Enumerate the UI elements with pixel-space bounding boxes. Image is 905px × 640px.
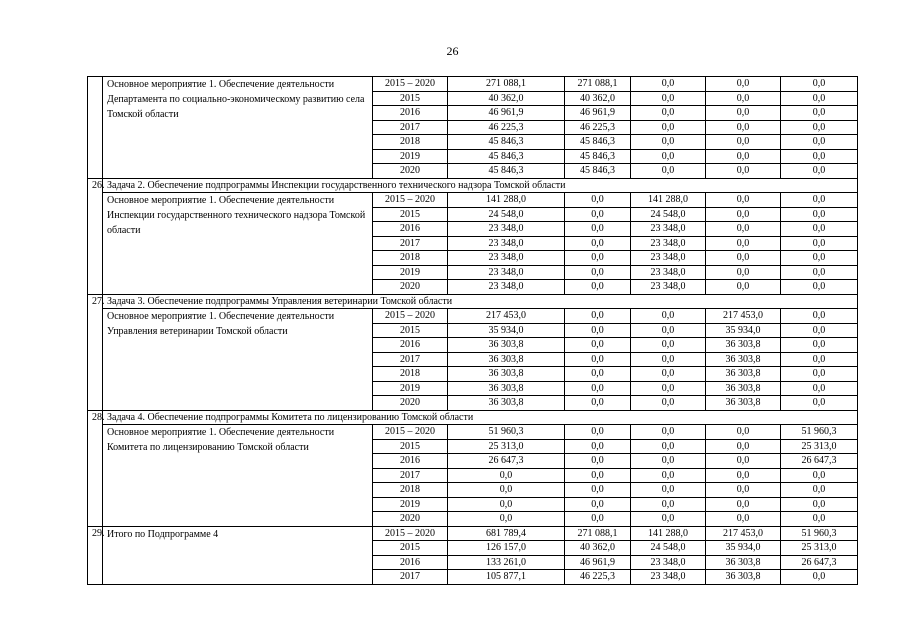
amount-cell: 24 548,0	[631, 207, 706, 222]
amount-cell: 36 303,8	[448, 338, 565, 353]
table-row	[88, 309, 858, 324]
measure-name: Основное мероприятие 1. Обеспечение деятельности Инспекции государственного технического надзора Томской области	[103, 193, 373, 295]
amount-cell: 0,0	[706, 439, 781, 454]
amount-cell: 0,0	[706, 91, 781, 106]
amount-cell: 36 303,8	[448, 396, 565, 411]
row-index: 28.	[88, 410, 103, 526]
period-cell: 2018	[373, 135, 448, 150]
amount-cell: 0,0	[706, 135, 781, 150]
amount-cell: 51 960,3	[781, 425, 858, 440]
amount-cell: 45 846,3	[565, 135, 631, 150]
amount-cell: 40 362,0	[565, 91, 631, 106]
amount-cell: 0,0	[781, 367, 858, 382]
period-cell: 2015	[373, 207, 448, 222]
amount-cell: 0,0	[706, 120, 781, 135]
amount-cell: 0,0	[565, 338, 631, 353]
amount-cell: 0,0	[781, 309, 858, 324]
period-cell: 2017	[373, 236, 448, 251]
amount-cell: 0,0	[781, 135, 858, 150]
amount-cell: 23 348,0	[631, 222, 706, 237]
period-cell: 2020	[373, 164, 448, 179]
amount-cell: 23 348,0	[448, 251, 565, 266]
amount-cell: 0,0	[631, 512, 706, 527]
amount-cell: 35 934,0	[706, 541, 781, 556]
amount-cell: 25 313,0	[781, 541, 858, 556]
amount-cell: 23 348,0	[631, 280, 706, 295]
task-title: Задача 3. Обеспечение подпрограммы Управления ветеринарии Томской области	[103, 294, 858, 309]
amount-cell: 0,0	[781, 207, 858, 222]
period-cell: 2016	[373, 454, 448, 469]
amount-cell: 133 261,0	[448, 555, 565, 570]
amount-cell: 0,0	[706, 251, 781, 266]
budget-table	[87, 76, 858, 585]
period-cell: 2015	[373, 91, 448, 106]
amount-cell: 0,0	[631, 468, 706, 483]
amount-cell: 0,0	[781, 106, 858, 121]
period-cell: 2020	[373, 280, 448, 295]
period-cell: 2020	[373, 512, 448, 527]
amount-cell: 217 453,0	[706, 309, 781, 324]
amount-cell: 0,0	[565, 512, 631, 527]
amount-cell: 141 288,0	[631, 526, 706, 541]
amount-cell: 0,0	[565, 193, 631, 208]
amount-cell: 23 348,0	[631, 251, 706, 266]
amount-cell: 51 960,3	[448, 425, 565, 440]
amount-cell: 36 303,8	[448, 352, 565, 367]
amount-cell: 0,0	[781, 91, 858, 106]
amount-cell: 0,0	[631, 164, 706, 179]
period-cell: 2018	[373, 483, 448, 498]
amount-cell: 0,0	[706, 236, 781, 251]
amount-cell: 36 303,8	[706, 570, 781, 585]
amount-cell: 45 846,3	[448, 135, 565, 150]
amount-cell: 0,0	[631, 149, 706, 164]
amount-cell: 0,0	[706, 193, 781, 208]
period-cell: 2020	[373, 396, 448, 411]
amount-cell: 23 348,0	[448, 280, 565, 295]
amount-cell: 0,0	[565, 236, 631, 251]
amount-cell: 0,0	[631, 135, 706, 150]
amount-cell: 36 303,8	[706, 338, 781, 353]
amount-cell: 0,0	[781, 323, 858, 338]
amount-cell: 0,0	[781, 396, 858, 411]
amount-cell: 23 348,0	[631, 236, 706, 251]
amount-cell: 0,0	[706, 483, 781, 498]
amount-cell: 46 225,3	[448, 120, 565, 135]
row-index: 27.	[88, 294, 103, 410]
amount-cell: 0,0	[565, 381, 631, 396]
amount-cell: 0,0	[631, 367, 706, 382]
task-row	[88, 178, 858, 193]
amount-cell: 23 348,0	[448, 265, 565, 280]
amount-cell: 36 303,8	[448, 367, 565, 382]
amount-cell: 40 362,0	[565, 541, 631, 556]
amount-cell: 35 934,0	[448, 323, 565, 338]
amount-cell: 26 647,3	[448, 454, 565, 469]
period-cell: 2017	[373, 468, 448, 483]
amount-cell: 0,0	[706, 512, 781, 527]
period-cell: 2019	[373, 265, 448, 280]
amount-cell: 0,0	[706, 425, 781, 440]
amount-cell: 0,0	[781, 497, 858, 512]
period-cell: 2016	[373, 338, 448, 353]
period-cell: 2015 – 2020	[373, 526, 448, 541]
measure-name: Основное мероприятие 1. Обеспечение деятельности Департамента по социально-экономическому развитию села Томской области	[103, 77, 373, 179]
amount-cell: 0,0	[631, 91, 706, 106]
amount-cell: 271 088,1	[565, 526, 631, 541]
amount-cell: 0,0	[781, 570, 858, 585]
amount-cell: 0,0	[448, 512, 565, 527]
period-cell: 2018	[373, 367, 448, 382]
amount-cell: 217 453,0	[448, 309, 565, 324]
amount-cell: 0,0	[565, 280, 631, 295]
amount-cell: 0,0	[781, 164, 858, 179]
period-cell: 2017	[373, 352, 448, 367]
amount-cell: 0,0	[781, 280, 858, 295]
amount-cell: 0,0	[706, 265, 781, 280]
amount-cell: 26 647,3	[781, 555, 858, 570]
amount-cell: 36 303,8	[706, 367, 781, 382]
amount-cell: 25 313,0	[781, 439, 858, 454]
amount-cell: 0,0	[781, 381, 858, 396]
period-cell: 2015	[373, 541, 448, 556]
amount-cell: 36 303,8	[706, 352, 781, 367]
amount-cell: 681 789,4	[448, 526, 565, 541]
table-row	[88, 526, 858, 541]
period-cell: 2015 – 2020	[373, 193, 448, 208]
amount-cell: 36 303,8	[706, 555, 781, 570]
amount-cell: 23 348,0	[448, 236, 565, 251]
amount-cell: 271 088,1	[448, 77, 565, 92]
task-title: Задача 2. Обеспечение подпрограммы Инспекции государственного технического надзора Томской области	[103, 178, 858, 193]
amount-cell: 0,0	[631, 120, 706, 135]
amount-cell: 0,0	[565, 265, 631, 280]
amount-cell: 36 303,8	[706, 381, 781, 396]
amount-cell: 46 961,9	[565, 555, 631, 570]
amount-cell: 25 313,0	[448, 439, 565, 454]
period-cell: 2015	[373, 439, 448, 454]
amount-cell: 0,0	[631, 396, 706, 411]
amount-cell: 0,0	[565, 454, 631, 469]
amount-cell: 0,0	[706, 497, 781, 512]
period-cell: 2019	[373, 497, 448, 512]
table-row	[88, 77, 858, 92]
amount-cell: 271 088,1	[565, 77, 631, 92]
amount-cell: 45 846,3	[565, 149, 631, 164]
amount-cell: 0,0	[448, 497, 565, 512]
amount-cell: 0,0	[631, 454, 706, 469]
amount-cell: 36 303,8	[706, 396, 781, 411]
task-row	[88, 410, 858, 425]
amount-cell: 0,0	[706, 149, 781, 164]
amount-cell: 0,0	[631, 309, 706, 324]
amount-cell: 45 846,3	[448, 149, 565, 164]
period-cell: 2017	[373, 120, 448, 135]
table-row	[88, 425, 858, 440]
amount-cell: 23 348,0	[448, 222, 565, 237]
page-number: 26	[446, 44, 459, 58]
amount-cell: 0,0	[565, 251, 631, 266]
task-title: Задача 4. Обеспечение подпрограммы Комитета по лицензированию Томской области	[103, 410, 858, 425]
amount-cell: 141 288,0	[631, 193, 706, 208]
amount-cell: 0,0	[631, 352, 706, 367]
amount-cell: 45 846,3	[565, 164, 631, 179]
amount-cell: 0,0	[631, 323, 706, 338]
row-index: 26.	[88, 178, 103, 294]
amount-cell: 0,0	[706, 280, 781, 295]
period-cell: 2015 – 2020	[373, 77, 448, 92]
amount-cell: 0,0	[781, 222, 858, 237]
amount-cell: 0,0	[781, 483, 858, 498]
amount-cell: 36 303,8	[448, 381, 565, 396]
amount-cell: 105 877,1	[448, 570, 565, 585]
amount-cell: 0,0	[565, 396, 631, 411]
amount-cell: 0,0	[781, 338, 858, 353]
amount-cell: 0,0	[565, 367, 631, 382]
amount-cell: 217 453,0	[706, 526, 781, 541]
amount-cell: 141 288,0	[448, 193, 565, 208]
amount-cell: 46 225,3	[565, 120, 631, 135]
amount-cell: 0,0	[565, 483, 631, 498]
amount-cell: 0,0	[781, 120, 858, 135]
amount-cell: 0,0	[565, 468, 631, 483]
amount-cell: 0,0	[706, 468, 781, 483]
amount-cell: 23 348,0	[631, 265, 706, 280]
amount-cell: 0,0	[565, 439, 631, 454]
amount-cell: 0,0	[706, 106, 781, 121]
amount-cell: 46 961,9	[565, 106, 631, 121]
task-row	[88, 294, 858, 309]
amount-cell: 0,0	[781, 265, 858, 280]
period-cell: 2016	[373, 555, 448, 570]
period-cell: 2017	[373, 570, 448, 585]
amount-cell: 0,0	[565, 309, 631, 324]
amount-cell: 0,0	[631, 381, 706, 396]
amount-cell: 35 934,0	[706, 323, 781, 338]
amount-cell: 0,0	[565, 425, 631, 440]
period-cell: 2018	[373, 251, 448, 266]
amount-cell: 0,0	[706, 207, 781, 222]
amount-cell: 0,0	[781, 512, 858, 527]
amount-cell: 23 348,0	[631, 570, 706, 585]
amount-cell: 51 960,3	[781, 526, 858, 541]
amount-cell: 23 348,0	[631, 555, 706, 570]
amount-cell: 0,0	[706, 77, 781, 92]
period-cell: 2015 – 2020	[373, 425, 448, 440]
amount-cell: 46 961,9	[448, 106, 565, 121]
amount-cell: 46 225,3	[565, 570, 631, 585]
amount-cell: 24 548,0	[631, 541, 706, 556]
amount-cell: 0,0	[565, 497, 631, 512]
period-cell: 2016	[373, 106, 448, 121]
amount-cell: 40 362,0	[448, 91, 565, 106]
amount-cell: 45 846,3	[448, 164, 565, 179]
amount-cell: 0,0	[631, 106, 706, 121]
row-index	[88, 77, 103, 179]
row-index: 29.	[88, 526, 103, 584]
period-cell: 2015 – 2020	[373, 309, 448, 324]
period-cell: 2019	[373, 149, 448, 164]
amount-cell: 0,0	[781, 149, 858, 164]
amount-cell: 0,0	[565, 207, 631, 222]
amount-cell: 0,0	[706, 454, 781, 469]
amount-cell: 0,0	[781, 77, 858, 92]
amount-cell: 0,0	[631, 425, 706, 440]
amount-cell: 0,0	[781, 468, 858, 483]
amount-cell: 0,0	[631, 483, 706, 498]
amount-cell: 0,0	[565, 222, 631, 237]
table-row	[88, 193, 858, 208]
amount-cell: 0,0	[781, 236, 858, 251]
amount-cell: 0,0	[706, 222, 781, 237]
period-cell: 2015	[373, 323, 448, 338]
period-cell: 2019	[373, 381, 448, 396]
amount-cell: 0,0	[631, 77, 706, 92]
measure-name: Основное мероприятие 1. Обеспечение деятельности Управления ветеринарии Томской области	[103, 309, 373, 411]
measure-name: Основное мероприятие 1. Обеспечение деятельности Комитета по лицензированию Томской области	[103, 425, 373, 527]
amount-cell: 0,0	[631, 497, 706, 512]
amount-cell: 0,0	[565, 352, 631, 367]
amount-cell: 0,0	[631, 439, 706, 454]
amount-cell: 0,0	[781, 352, 858, 367]
amount-cell: 0,0	[448, 468, 565, 483]
amount-cell: 26 647,3	[781, 454, 858, 469]
amount-cell: 0,0	[631, 338, 706, 353]
period-cell: 2016	[373, 222, 448, 237]
amount-cell: 0,0	[781, 193, 858, 208]
amount-cell: 0,0	[565, 323, 631, 338]
amount-cell: 24 548,0	[448, 207, 565, 222]
amount-cell: 0,0	[706, 164, 781, 179]
measure-name: Итого по Подпрограмме 4	[103, 526, 373, 584]
amount-cell: 0,0	[448, 483, 565, 498]
amount-cell: 126 157,0	[448, 541, 565, 556]
amount-cell: 0,0	[781, 251, 858, 266]
